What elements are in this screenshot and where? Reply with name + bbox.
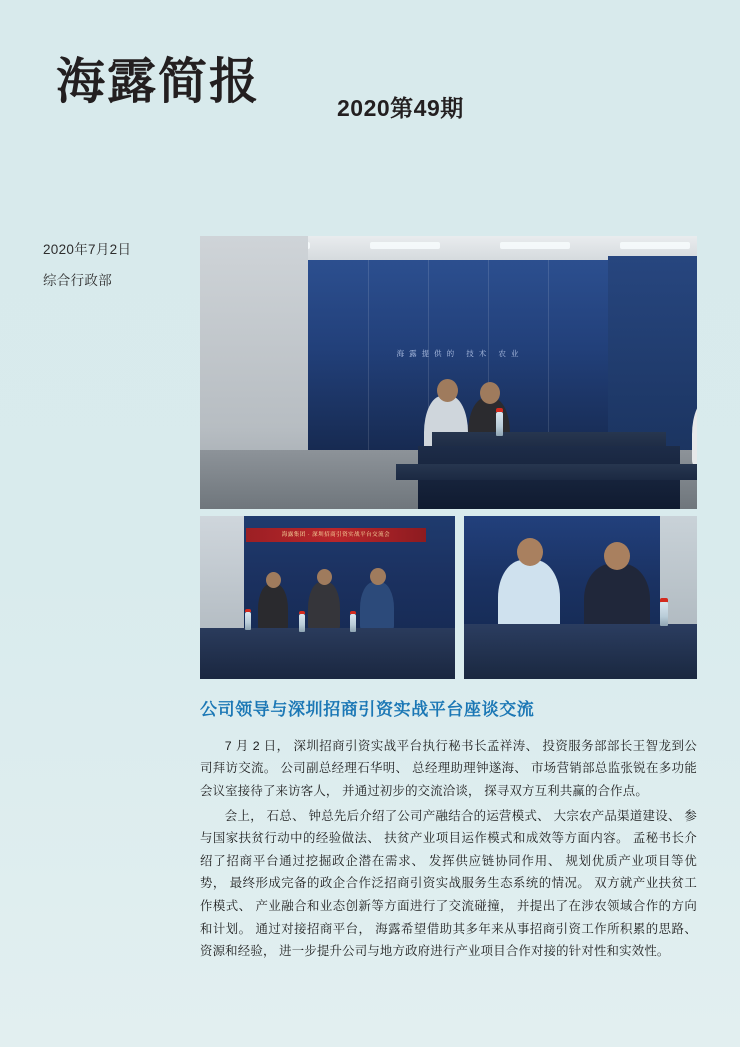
bottle-cap <box>496 408 503 412</box>
water-bottle <box>350 614 356 632</box>
table <box>200 628 455 679</box>
publish-date: 2020年7月2日 <box>43 242 132 257</box>
article-paragraph: 会上， 石总、 钟总先后介绍了公司产融结合的运营模式、 大宗农产品渠道建设、 参与国家扶贫行动中的经验做法、 扶贫产业项目运作模式和成效等方面内容。 孟秘书长介绍了招商平台通过挖掘政企潜在需求、 发挥供应链协同作用、 规划优质产业项目等优势， 最终形成完备的政企合作泛招商引资实战服务生态系统的情况。 双方就产业扶贫工作模式、 产业融合和业态创新等方面进行了交流碰撞， 并提出了在涉农领域合作的方向和计划。 通过对接招商平台， 海露希望借助其多年来从事招商引资工作所积累的思路、 资源和经验， 进一步提升公司与地方政府进行产业项目合作对接的针对性和实效性。 <box>200 808 697 959</box>
water-bottle <box>660 602 668 626</box>
article <box>200 698 697 965</box>
person-head <box>480 382 500 404</box>
person <box>360 582 394 632</box>
department-name: 综合行政部 <box>43 273 112 288</box>
person-head <box>266 572 281 588</box>
article-paragraph: 7 月 2 日， 深圳招商引资实战平台执行秘书长孟祥涛、 投资服务部部长王智龙到公司拜访交流。 公司副总经理石华明、 总经理助理钟遂海、 市场营销部总监张锐在多功能会议室接待了来访客人， 并通过初步的交流洽谈， 探寻双方互利共赢的合作点。 <box>200 738 697 798</box>
table <box>464 624 697 679</box>
meta-column <box>43 239 193 292</box>
article-title: 公司领导与深圳招商引资实战平台座谈交流 <box>200 700 535 719</box>
person-head <box>437 379 458 402</box>
ceiling-light <box>620 242 690 249</box>
wall-screen-text: 海露提供的 技术 农业 <box>396 349 524 358</box>
person-head <box>517 538 543 566</box>
water-bottle <box>299 614 305 632</box>
bottle-cap <box>299 611 305 614</box>
water-bottle <box>496 412 503 436</box>
right-wall <box>608 256 697 456</box>
person <box>258 584 288 632</box>
person <box>498 560 560 632</box>
two-speakers-photo <box>464 516 697 679</box>
seminar-table-photo <box>200 516 455 679</box>
ceiling-light <box>500 242 570 249</box>
issue-number: 2020第49期 <box>337 95 464 121</box>
meeting-room-long-table-photo <box>200 236 697 509</box>
person-head <box>604 542 630 570</box>
person-head <box>317 569 332 585</box>
ceiling-light <box>370 242 440 249</box>
person <box>308 582 340 632</box>
water-bottle <box>245 612 251 630</box>
bottle-cap <box>245 609 251 612</box>
bottle-cap <box>350 611 356 614</box>
masthead <box>0 0 740 205</box>
person <box>584 564 650 632</box>
conference-table-edge <box>396 464 697 480</box>
page-title: 海露简报 <box>56 53 261 110</box>
person-head <box>370 568 386 585</box>
bottle-cap <box>660 598 668 602</box>
event-banner-text: 海露集团 · 深圳招商引资实战平台交流会 <box>246 528 426 542</box>
